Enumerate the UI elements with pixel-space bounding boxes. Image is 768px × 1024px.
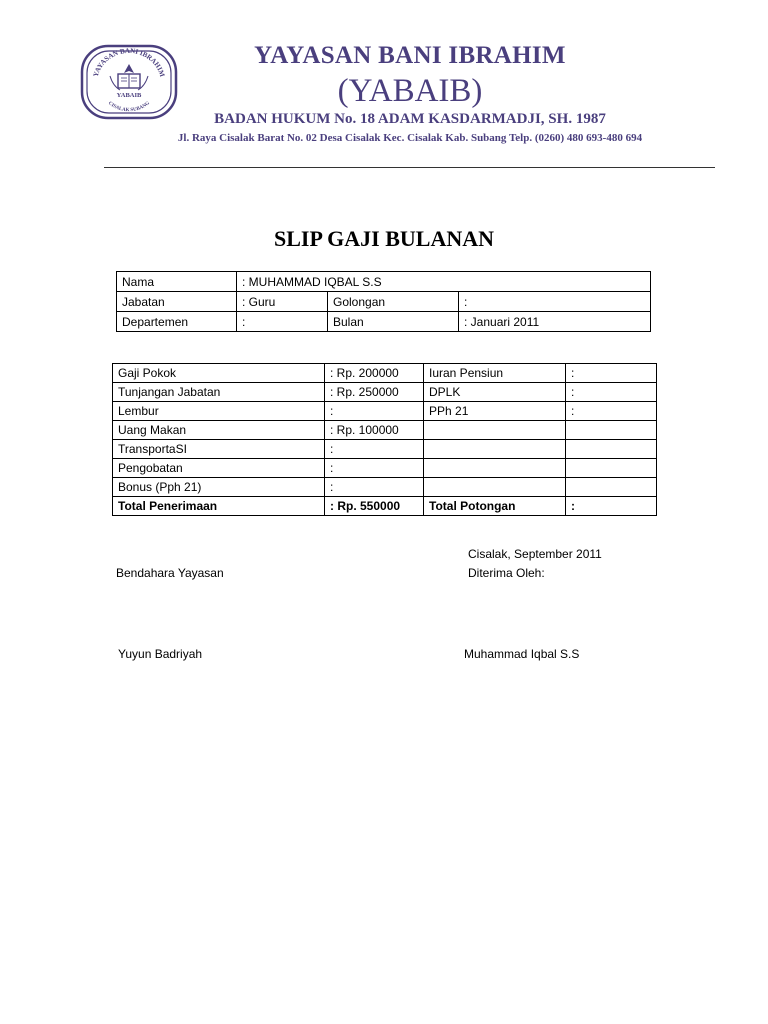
organization-name: YAYASAN BANI IBRAHIM	[254, 42, 566, 69]
position-label: Jabatan	[117, 292, 237, 312]
earning-value: : Rp. 100000	[325, 421, 424, 440]
earning-label: Bonus (Pph 21)	[113, 478, 325, 497]
seal-ring-text-bottom: CISALAK SUBANG	[107, 101, 151, 114]
table-row	[113, 402, 657, 421]
table-row	[113, 478, 657, 497]
earning-label: Tunjangan Jabatan	[113, 383, 325, 402]
earning-value: : Rp. 250000	[325, 383, 424, 402]
deduction-value	[566, 421, 657, 440]
deduction-value	[566, 440, 657, 459]
treasurer-role: Bendahara Yayasan	[116, 566, 224, 580]
department-value: :	[237, 312, 328, 332]
deduction-label	[424, 421, 566, 440]
month-value: : Januari 2011	[459, 312, 651, 332]
earning-label: TransportaSI	[113, 440, 325, 459]
table-row	[113, 459, 657, 478]
deduction-label	[424, 459, 566, 478]
department-label: Departemen	[117, 312, 237, 332]
deduction-label: PPh 21	[424, 402, 566, 421]
total-earnings-label: Total Penerimaan	[113, 497, 325, 516]
deduction-value	[566, 459, 657, 478]
earning-value: :	[325, 459, 424, 478]
document-title: SLIP GAJI BULANAN	[273, 226, 495, 251]
treasurer-name: Yuyun Badriyah	[118, 647, 203, 661]
deduction-label	[424, 478, 566, 497]
earning-value: :	[325, 478, 424, 497]
total-row	[113, 497, 657, 516]
table-row	[117, 272, 651, 292]
employee-info-table	[116, 271, 651, 332]
deduction-label	[424, 440, 566, 459]
recipient-name: Muhammad Iqbal S.S	[464, 647, 580, 661]
name-value: : MUHAMMAD IQBAL S.S	[237, 272, 651, 292]
organization-abbreviation: (YABAIB)	[337, 73, 483, 109]
seal-ring-text-top: YAYASAN BANI IBRAHIM	[91, 46, 167, 78]
total-deductions-label: Total Potongan	[424, 497, 566, 516]
deduction-value: :	[566, 364, 657, 383]
earning-label: Lembur	[113, 402, 325, 421]
deduction-value: :	[566, 383, 657, 402]
table-row	[117, 292, 651, 312]
organization-address: Jl. Raya Cisalak Barat No. 02 Desa Cisalak Kec. Cisalak Kab. Subang Telp. (0260) 480 693-480 694	[177, 132, 643, 144]
deduction-value: :	[566, 402, 657, 421]
deduction-label: DPLK	[424, 383, 566, 402]
salary-table	[112, 363, 657, 516]
table-row	[117, 312, 651, 332]
table-row	[113, 364, 657, 383]
seal-center-text: YABAIB	[116, 92, 142, 99]
position-value: : Guru	[237, 292, 328, 312]
earning-value: :	[325, 440, 424, 459]
earning-label: Pengobatan	[113, 459, 325, 478]
earning-label: Gaji Pokok	[113, 364, 325, 383]
month-label: Bulan	[328, 312, 459, 332]
deduction-label: Iuran Pensiun	[424, 364, 566, 383]
deduction-value	[566, 478, 657, 497]
earning-value: : Rp. 200000	[325, 364, 424, 383]
grade-value: :	[459, 292, 651, 312]
table-row	[113, 383, 657, 402]
organization-legal-basis: BADAN HUKUM No. 18 ADAM KASDARMADJI, SH. 1987	[214, 111, 606, 127]
earning-label: Uang Makan	[113, 421, 325, 440]
table-row	[113, 440, 657, 459]
header-divider	[104, 167, 715, 168]
grade-label: Golongan	[328, 292, 459, 312]
foundation-seal-icon	[80, 40, 178, 122]
table-row	[113, 421, 657, 440]
name-label: Nama	[117, 272, 237, 292]
received-by-role: Diterima Oleh:	[468, 566, 545, 580]
total-deductions-value: :	[566, 497, 657, 516]
earning-value: :	[325, 402, 424, 421]
total-earnings-value: : Rp. 550000	[325, 497, 424, 516]
place-date: Cisalak, September 2011	[468, 547, 602, 561]
